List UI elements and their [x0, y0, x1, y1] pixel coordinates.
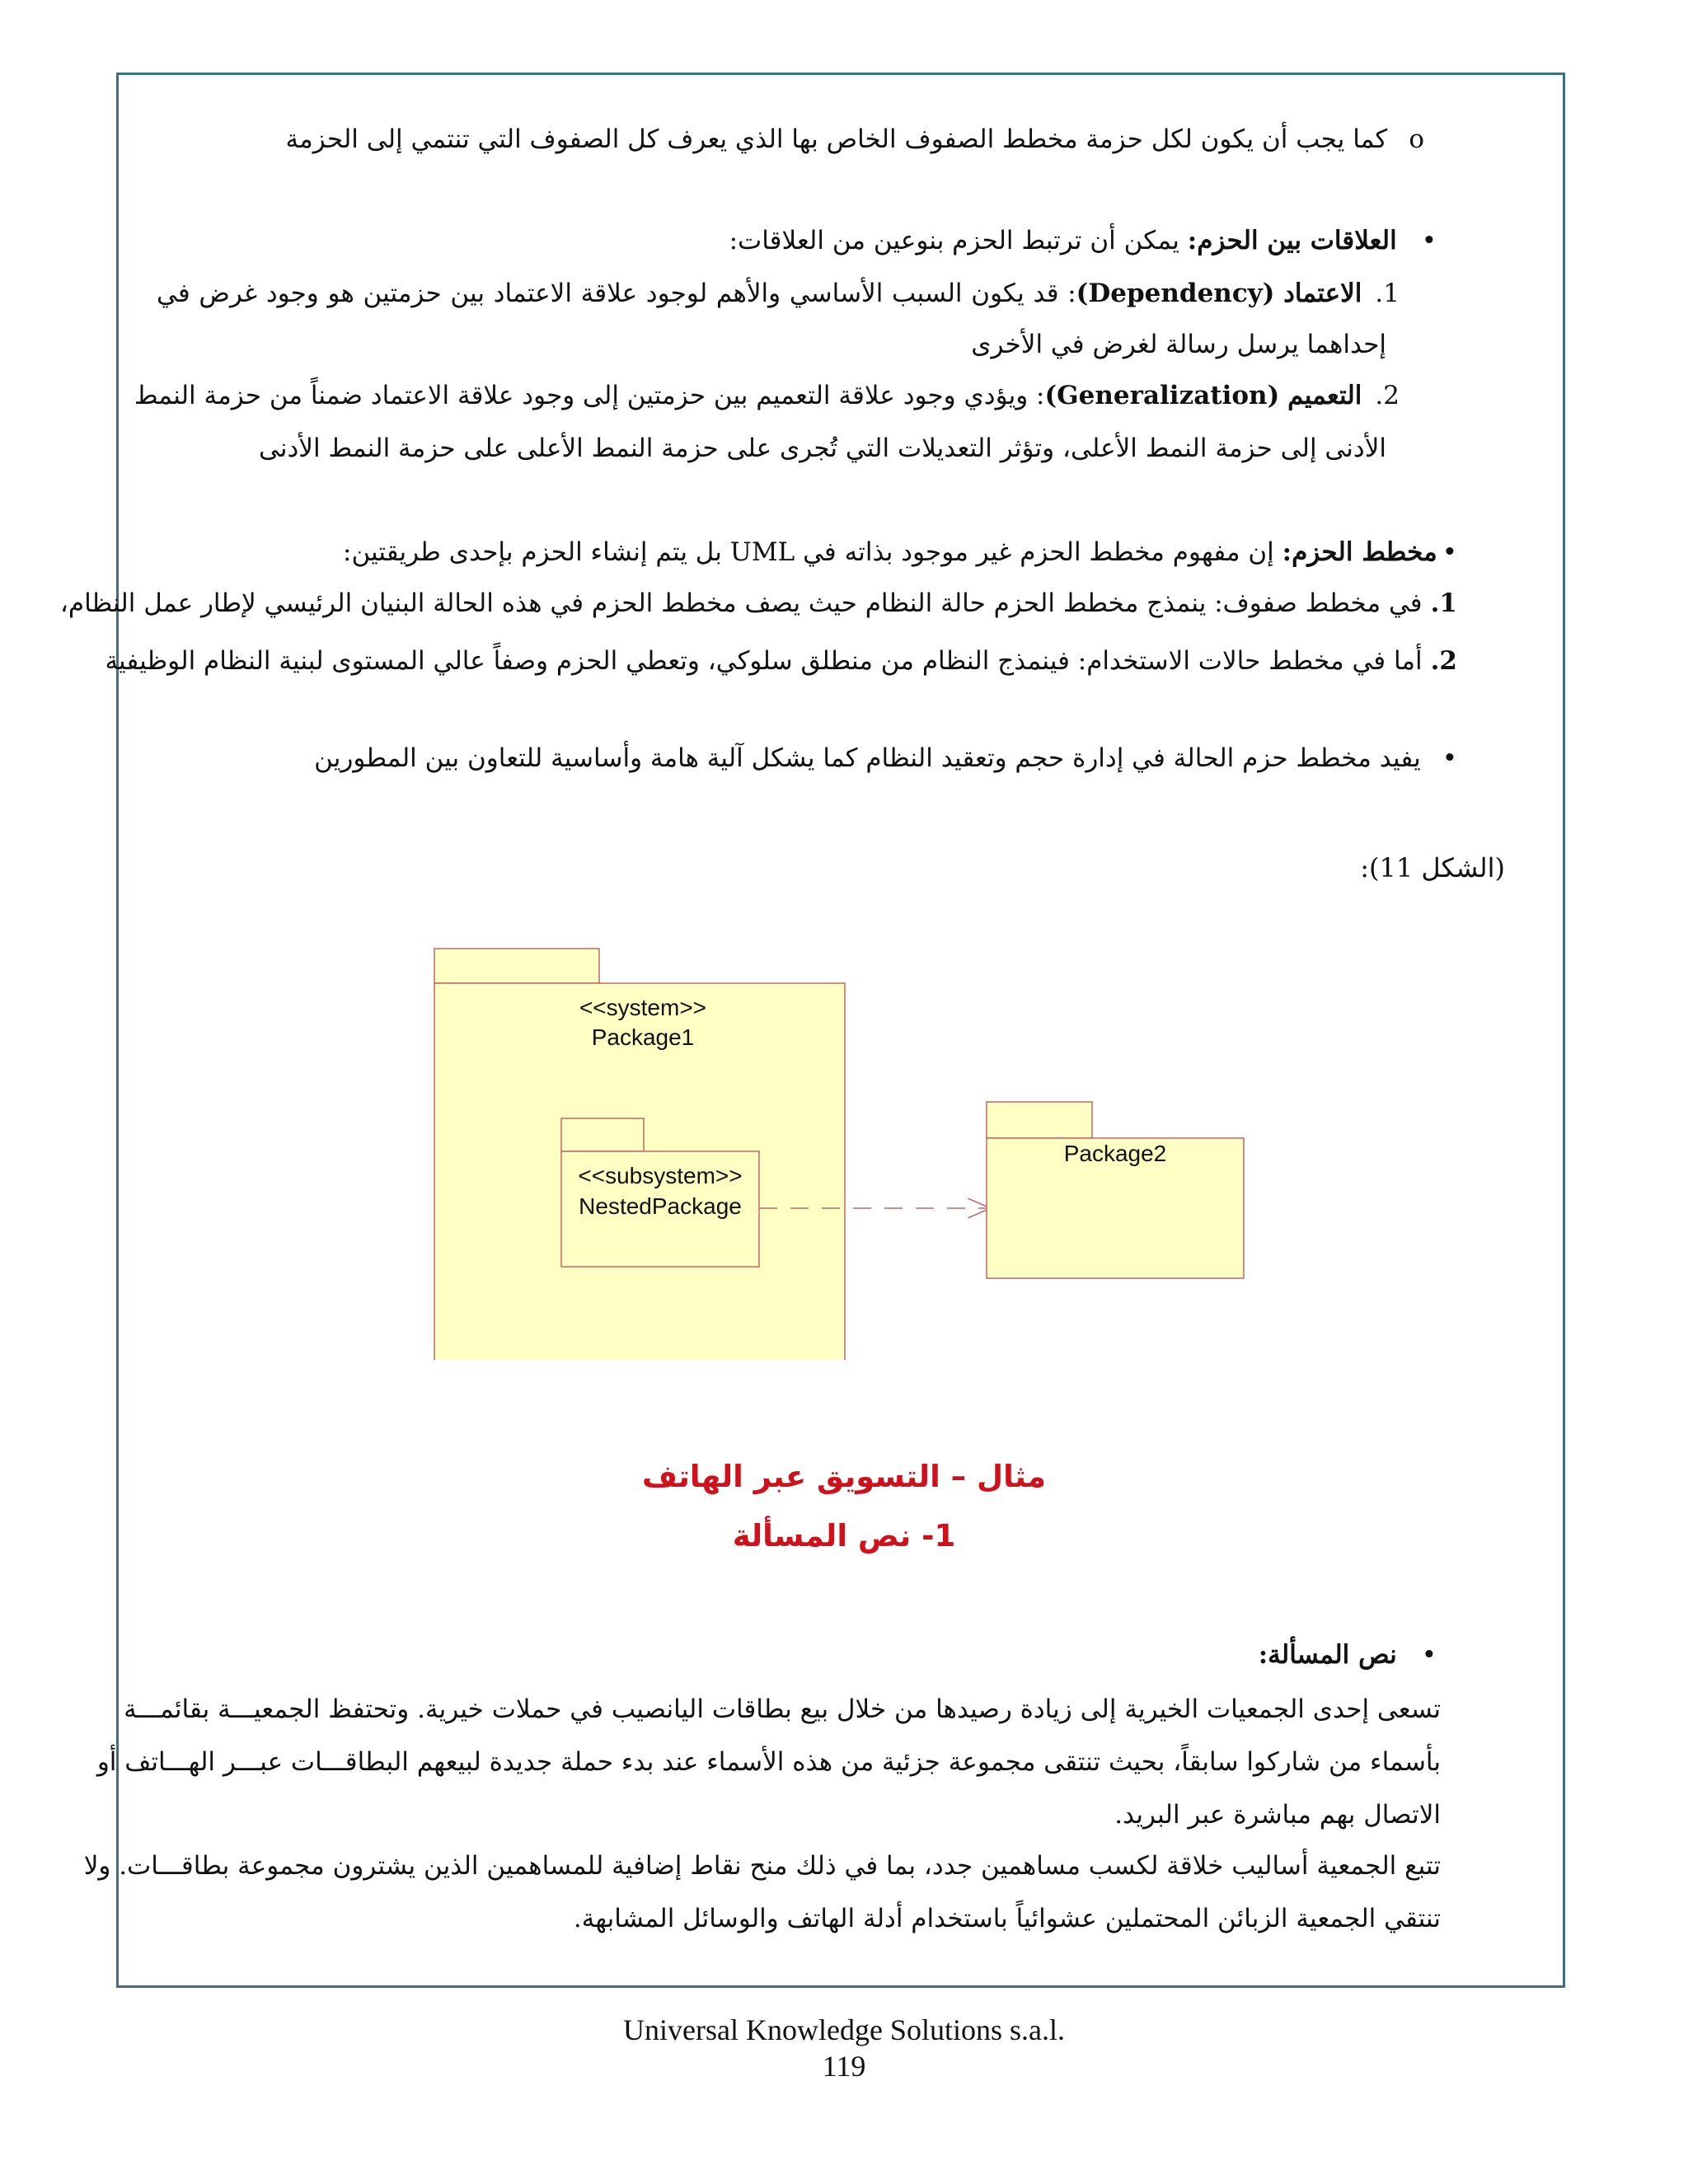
package-diagram-heading: مخطط الحزم:	[1282, 537, 1437, 567]
package2-tab	[987, 1102, 1092, 1138]
benefit-text: يفيد مخطط حزم الحالة في إدارة حجم وتعقيد النظام كما يشكل آلية هامة وأساسية للتعاون بين المطورين	[314, 743, 1421, 773]
item-number: 2.	[1375, 381, 1400, 410]
problem-line-1: تسعى إحدى الجمعيات الخيرية إلى زيادة رصيدها من خلال بيع بطاقات اليانصيب في حملات خيرية. وتحتفظ الجمعيـــة بقائمـــة	[124, 1694, 1441, 1724]
nested-package-tab	[561, 1118, 644, 1151]
figure-label	[1360, 850, 1505, 886]
relation-item-2-line1	[134, 377, 1400, 414]
relation-item-1-line1	[157, 275, 1400, 312]
intro-line	[285, 121, 1424, 157]
problem-line-4: تتبع الجمعية أساليب خلاقة لكسب مساهمين جدد، بما في ذلك منح نقاط إضافية للمساهمين الذين يشترون مجموعة بطاقـــات. ولا	[83, 1851, 1441, 1881]
relation-term: التعميم	[1287, 381, 1362, 410]
bullet-icon: •	[1421, 1640, 1437, 1670]
problem-heading-line	[1259, 1637, 1437, 1673]
package2	[987, 1102, 1244, 1278]
bullet-icon: •	[1442, 743, 1457, 773]
package-diagram-item-1	[60, 585, 1457, 621]
relation-item-text: : ويؤدي وجود علاقة التعميم بين حزمتين إلى وجود علاقة الاعتماد ضمناً من حزمة النمط	[134, 381, 1045, 410]
figure-label-text: (الشكل 11):	[1360, 852, 1505, 883]
relation-item-text: الأدنى إلى حزمة النمط الأعلى، وتؤثر التعديلات التي تُجرى على حزمة النمط الأعلى على حزمة النمط الأدنى	[259, 434, 1386, 463]
item-number: 2.	[1430, 646, 1457, 676]
item-number: 1.	[1430, 588, 1457, 618]
bullet-icon: •	[1421, 226, 1437, 255]
item-number: 1.	[1375, 279, 1400, 308]
footer-page-number: 119	[822, 2050, 866, 2083]
relations-heading-rest: يمكن أن ترتبط الحزم بنوعين من العلاقات:	[729, 226, 1179, 255]
relation-item-1-line2	[971, 326, 1386, 363]
package-diagram-heading-rest: إن مفهوم مخطط الحزم غير موجود بذاته في UML بل يتم إنشاء الحزم بإحدى طريقتين:	[343, 537, 1274, 567]
package-diagram-item-text: أما في مخطط حالات الاستخدام: فينمذج النظام من منطلق سلوكي، وتعطي الحزم وصفاً عالي المستوى لبنية النظام الوظيفية	[105, 646, 1423, 676]
relation-item-2-line2	[259, 430, 1386, 466]
package-diagram-item-2	[105, 643, 1457, 679]
example-subtitle: 1- نص المسألة	[732, 1518, 956, 1554]
package2-name: Package2	[1063, 1141, 1167, 1166]
example-title: مثال – التسويق عبر الهاتف	[641, 1459, 1047, 1494]
package1-name: Package1	[591, 1024, 695, 1050]
nested-package-name: NestedPackage	[579, 1193, 742, 1219]
relation-item-text: : قد يكون السبب الأساسي والأهم لوجود علاقة الاعتماد بين حزمتين هو وجود غرض في	[157, 279, 1076, 308]
package-diagram-item-text: في مخطط صفوف: ينمذج مخطط الحزم حالة النظام حيث يصف مخطط الحزم في هذه الحالة البنيان الرئيسي لإطار عمل النظام،	[59, 588, 1423, 618]
relations-heading: العلاقات بين الحزم:	[1187, 226, 1397, 255]
problem-line-2: بأسماء من شاركوا سابقاً، بحيث تنتقى مجموعة جزئية من هذه الأسماء عند بدء حملة جديدة لبيعهم البطاقـــات عبـــر الهـــاتف أو	[96, 1747, 1441, 1777]
package1-tab	[434, 949, 599, 983]
package1-stereotype: <<system>>	[579, 995, 707, 1020]
problem-line-3: الاتصال بهم مباشرة عبر البريد.	[1114, 1800, 1441, 1830]
relation-term-en: (Generalization)	[1044, 381, 1280, 410]
problem-heading: نص المسألة:	[1258, 1640, 1397, 1670]
intro-text: كما يجب أن يكون لكل حزمة مخطط الصفوف الخاص بها الذي يعرف كل الصفوف التي تنتمي إلى الحزمة	[285, 124, 1388, 154]
nested-package-stereotype: <<subsystem>>	[578, 1163, 743, 1188]
problem-line-5: تنتقي الجمعية الزبائن المحتملين عشوائياً باستخدام أدلة الهاتف والوسائل المشابهة.	[573, 1904, 1441, 1933]
bullet-icon: •	[1442, 537, 1457, 567]
relations-heading-line	[729, 223, 1437, 259]
benefit-line	[314, 740, 1457, 776]
footer-company: Universal Knowledge Solutions s.a.l.	[623, 2013, 1065, 2046]
uml-package-diagram	[412, 931, 1286, 1360]
relation-item-text: إحداهما يرسل رسالة لغرض في الأخرى	[971, 330, 1386, 359]
package-diagram-heading-line	[343, 534, 1457, 570]
circle-bullet-icon: o	[1409, 124, 1424, 154]
relation-term: الاعتماد	[1283, 279, 1362, 308]
relation-term-en: (Dependency)	[1076, 279, 1275, 308]
